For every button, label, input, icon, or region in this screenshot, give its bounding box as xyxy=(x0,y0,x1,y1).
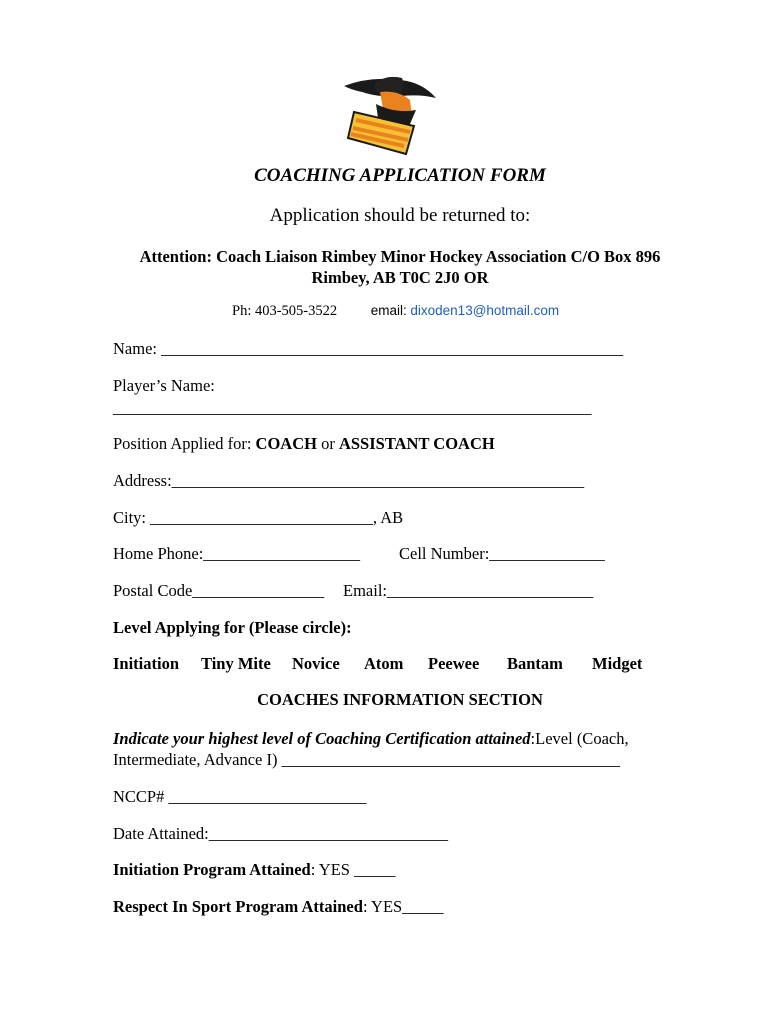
outlaws-logo xyxy=(340,74,440,156)
nccp-field[interactable]: NCCP# ________________________ xyxy=(113,787,367,806)
position-or: or xyxy=(316,434,339,453)
form-title: COACHING APPLICATION FORM xyxy=(254,165,546,186)
respect-in-sport-label: Respect In Sport Program Attained xyxy=(113,897,363,916)
attention-line-2: Rimbey, AB T0C 2J0 OR xyxy=(311,268,489,287)
respect-in-sport-answer: : YES_____ xyxy=(362,897,444,916)
cell-number-field[interactable]: Cell Number:______________ xyxy=(399,544,605,563)
attention-address xyxy=(100,246,700,288)
address-field[interactable]: Address:__________________________________________________ xyxy=(113,471,585,490)
coaches-section-title: COACHES INFORMATION SECTION xyxy=(257,690,543,709)
home-phone-field[interactable]: Home Phone:___________________ xyxy=(113,544,361,563)
level-option-midget[interactable]: Midget xyxy=(592,654,643,673)
respect-in-sport-field[interactable] xyxy=(113,896,443,917)
level-option-atom[interactable]: Atom xyxy=(364,654,404,673)
email-label: email: xyxy=(370,303,407,318)
level-option-initiation[interactable]: Initiation xyxy=(113,654,180,673)
returned-to-text: Application should be returned to: xyxy=(269,205,531,226)
attention-line-1: Attention: Coach Liaison Rimbey Minor Hockey Association C/O Box 896 xyxy=(139,247,661,266)
email-link[interactable]: dixoden13@hotmail.com xyxy=(410,303,560,318)
initiation-program-field[interactable] xyxy=(113,859,395,880)
date-attained-field[interactable]: Date Attained:_____________________________ xyxy=(113,824,449,843)
level-option-bantam[interactable]: Bantam xyxy=(507,654,563,673)
phone-number: Ph: 403-505-3522 xyxy=(232,303,338,319)
contact-line xyxy=(232,303,559,320)
level-option-peewee[interactable]: Peewee xyxy=(428,654,480,673)
certification-question: Indicate your highest level of Coaching Certification attained xyxy=(113,729,531,748)
position-applied-field xyxy=(113,433,495,454)
certification-level-options: :Level (Coach, xyxy=(530,729,629,748)
initiation-program-label: Initiation Program Attained xyxy=(113,860,311,879)
players-name-field[interactable]: __________________________________________________________ xyxy=(113,398,592,417)
certification-field[interactable]: Intermediate, Advance I) _________________________________________ xyxy=(113,750,620,769)
position-option-assistant[interactable]: ASSISTANT COACH xyxy=(338,434,495,453)
name-field[interactable]: Name: ________________________________________________________ xyxy=(113,339,624,358)
level-option-novice[interactable]: Novice xyxy=(292,654,340,673)
position-label: Position Applied for: xyxy=(113,434,256,453)
players-name-label: Player’s Name: xyxy=(113,376,215,395)
initiation-program-answer: : YES _____ xyxy=(310,860,396,879)
email-field[interactable]: Email:_________________________ xyxy=(343,581,594,600)
level-option-tiny-mite[interactable]: Tiny Mite xyxy=(201,654,271,673)
certification-line-1 xyxy=(113,728,629,749)
postal-code-field[interactable]: Postal Code________________ xyxy=(113,581,325,600)
city-field[interactable]: City: ___________________________, AB xyxy=(113,508,404,527)
position-option-coach[interactable]: COACH xyxy=(255,434,317,453)
level-applying-label: Level Applying for (Please circle): xyxy=(113,618,352,637)
